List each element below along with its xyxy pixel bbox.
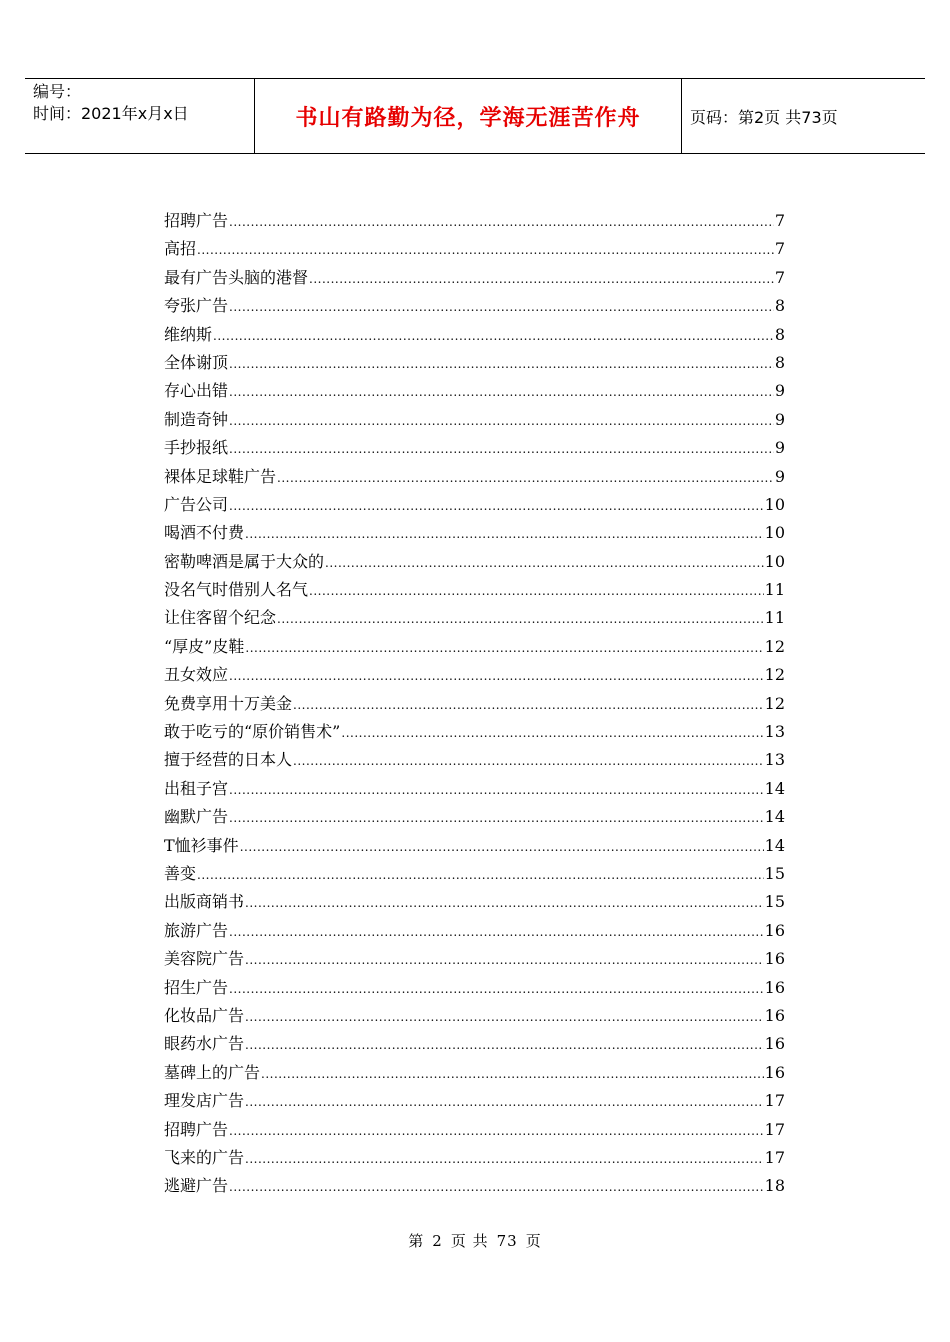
toc-entry-title: 喝酒不付费 (164, 523, 245, 543)
toc-entry-title: “厚皮”皮鞋 (164, 636, 245, 656)
toc-dot-leader (197, 236, 774, 264)
toc-entry[interactable] (164, 349, 785, 377)
toc-entry-title: 善变 (164, 863, 197, 883)
toc-entry-page: 12 (764, 665, 785, 685)
toc-entry[interactable] (164, 576, 785, 604)
toc-entry-title: 高招 (164, 239, 197, 259)
toc-entry-title: 让住客留个纪念 (164, 608, 277, 628)
toc-entry[interactable] (164, 235, 785, 263)
toc-entry-title: 招聘广告 (164, 211, 229, 230)
toc-entry-page: 16 (764, 920, 785, 940)
toc-entry-title: 出租子宫 (164, 778, 229, 798)
footer-total-pages: 73 (496, 1232, 518, 1250)
toc-entry[interactable] (164, 406, 785, 434)
toc-dot-leader (229, 378, 774, 406)
toc-dot-leader (245, 1145, 764, 1173)
toc-entry-title: 维纳斯 (164, 324, 213, 344)
toc-entry[interactable] (164, 207, 785, 235)
toc-entry[interactable] (164, 633, 785, 661)
toc-entry-page: 17 (764, 1091, 785, 1111)
toc-dot-leader (197, 861, 764, 889)
header-meta (33, 81, 255, 153)
toc-entry-title: 全体谢顶 (164, 352, 229, 372)
toc-entry-page: 16 (764, 977, 785, 997)
toc-dot-leader (277, 464, 774, 492)
toc-entry-title: 广告公司 (164, 494, 229, 514)
toc-entry-page: 8 (774, 324, 785, 344)
toc-dot-leader (229, 492, 764, 520)
toc-dot-leader (245, 946, 764, 974)
toc-entry-title: 飞来的广告 (164, 1147, 245, 1167)
toc-dot-leader (325, 549, 764, 577)
toc-entry-page: 16 (764, 1005, 785, 1025)
toc-dot-leader (261, 1060, 764, 1088)
toc-entry-page: 9 (774, 466, 785, 486)
toc-dot-leader (309, 577, 764, 605)
toc-entry-page: 14 (764, 807, 785, 827)
toc-dot-leader (229, 1117, 764, 1145)
toc-entry[interactable] (164, 548, 785, 576)
document-number-label: 编号： (33, 82, 82, 101)
toc-entry-page: 14 (764, 835, 785, 855)
toc-dot-leader (341, 719, 763, 747)
page-footer (0, 1230, 950, 1251)
toc-dot-leader (309, 265, 774, 293)
toc-entry-title: 免费享用十万美金 (164, 693, 293, 713)
toc-entry[interactable] (164, 434, 785, 462)
toc-entry[interactable] (164, 832, 785, 860)
toc-dot-leader (277, 605, 764, 633)
toc-entry-title: 墓碑上的广告 (164, 1062, 261, 1082)
toc-dot-leader (245, 1031, 764, 1059)
toc-dot-leader (229, 975, 764, 1003)
toc-entry-title: 存心出错 (164, 381, 229, 401)
toc-dot-leader (245, 889, 764, 917)
toc-entry-page: 13 (764, 722, 785, 742)
toc-entry-page: 17 (764, 1147, 785, 1167)
document-time-label: 时间：2021年x月x日 (33, 104, 189, 123)
toc-entry[interactable] (164, 1087, 785, 1115)
toc-entry[interactable] (164, 888, 785, 916)
toc-entry[interactable] (164, 519, 785, 547)
toc-entry-title: 美容院广告 (164, 949, 245, 969)
toc-entry-page: 17 (764, 1119, 785, 1139)
toc-entry[interactable] (164, 917, 785, 945)
footer-suffix: 页 (525, 1232, 542, 1250)
toc-entry[interactable] (164, 1172, 785, 1200)
toc-dot-leader (229, 662, 764, 690)
toc-entry-page: 15 (764, 892, 785, 912)
toc-entry[interactable] (164, 746, 785, 774)
toc-entry-title: 擅于经营的日本人 (164, 750, 293, 770)
toc-entry-page: 9 (774, 438, 785, 458)
toc-entry[interactable] (164, 1116, 785, 1144)
toc-dot-leader (293, 747, 764, 775)
toc-entry-page: 12 (764, 693, 785, 713)
toc-entry[interactable] (164, 945, 785, 973)
toc-entry-page: 7 (774, 267, 785, 287)
toc-dot-leader (229, 1173, 764, 1201)
toc-entry-title: 没名气时借别人名气 (164, 580, 309, 600)
toc-dot-leader (229, 350, 774, 378)
toc-entry[interactable] (164, 264, 785, 292)
toc-entry-title: 化妆品广告 (164, 1005, 245, 1025)
toc-entry-page: 16 (764, 1062, 785, 1082)
toc-entry[interactable] (164, 1002, 785, 1030)
toc-entry-page: 13 (764, 750, 785, 770)
toc-entry-title: 裸体足球鞋广告 (164, 466, 277, 486)
toc-entry-title: 招生广告 (164, 977, 229, 997)
toc-entry[interactable] (164, 860, 785, 888)
toc-entry[interactable] (164, 491, 785, 519)
toc-entry-page: 8 (774, 352, 785, 372)
toc-entry-title: 出版商销书 (164, 892, 245, 912)
toc-entry-page: 15 (764, 863, 785, 883)
toc-dot-leader (240, 833, 764, 861)
toc-entry-page: 7 (774, 211, 785, 230)
toc-entry[interactable] (164, 604, 785, 632)
toc-entry-title: 制造奇钟 (164, 409, 229, 429)
toc-entry-page: 16 (764, 949, 785, 969)
toc-entry-title: 旅游广告 (164, 920, 229, 940)
toc-entry-title: 密勒啤酒是属于大众的 (164, 551, 325, 571)
toc-entry[interactable] (164, 690, 785, 718)
toc-entry-page: 14 (764, 778, 785, 798)
toc-entry-title: 幽默广告 (164, 807, 229, 827)
toc-entry-title: 逃避广告 (164, 1176, 229, 1196)
toc-entry-title: 理发店广告 (164, 1091, 245, 1111)
toc-entry-page: 11 (764, 608, 785, 628)
toc-entry-page: 11 (764, 580, 785, 600)
toc-entry-title: T恤衫事件 (164, 835, 239, 855)
toc-entry-page: 7 (774, 239, 785, 259)
toc-dot-leader (245, 520, 764, 548)
toc-entry[interactable] (164, 1059, 785, 1087)
toc-entry[interactable] (164, 803, 785, 831)
toc-entry-page: 12 (764, 636, 785, 656)
toc-dot-leader (229, 776, 764, 804)
toc-entry[interactable] (164, 321, 785, 349)
toc-entry[interactable] (164, 463, 785, 491)
footer-current-page: 2 (432, 1232, 443, 1250)
toc-dot-leader (229, 804, 764, 832)
toc-entry[interactable] (164, 1030, 785, 1058)
toc-entry-title: 手抄报纸 (164, 438, 229, 458)
toc-entry-title: 丑女效应 (164, 665, 229, 685)
toc-entry-page: 10 (764, 551, 785, 571)
toc-entry[interactable] (164, 974, 785, 1002)
toc-dot-leader (229, 293, 774, 321)
toc-entry-page: 18 (764, 1176, 785, 1196)
toc-entry-title: 夸张广告 (164, 296, 229, 316)
footer-mid: 页 共 (450, 1232, 489, 1250)
toc-dot-leader (245, 1088, 764, 1116)
toc-dot-leader (229, 435, 774, 463)
toc-entry-page: 9 (774, 381, 785, 401)
toc-entry[interactable] (164, 661, 785, 689)
toc-entry-title: 最有广告头脑的港督 (164, 267, 309, 287)
table-of-contents (164, 207, 785, 1201)
toc-dot-leader (245, 634, 763, 662)
header-motto-cell (254, 79, 682, 153)
toc-dot-leader (229, 918, 764, 946)
toc-dot-leader (229, 407, 774, 435)
toc-dot-leader (245, 1003, 764, 1031)
footer-prefix: 第 (408, 1232, 425, 1250)
toc-dot-leader (293, 691, 764, 719)
toc-entry-page: 16 (764, 1034, 785, 1054)
page-header (25, 78, 925, 154)
toc-dot-leader (213, 322, 774, 350)
toc-entry-page: 8 (774, 296, 785, 316)
header-motto: 书山有路勤为径，学海无涯苦作舟 (295, 105, 641, 131)
toc-entry-title: 敢于吃亏的“原价销售术” (164, 722, 341, 742)
header-page-info: 页码：第2页 共73页 (690, 107, 838, 127)
toc-dot-leader (229, 208, 774, 236)
toc-entry-title: 招聘广告 (164, 1119, 229, 1139)
toc-entry[interactable] (164, 718, 785, 746)
toc-entry[interactable] (164, 775, 785, 803)
toc-entry[interactable] (164, 292, 785, 320)
toc-entry-title: 眼药水广告 (164, 1034, 245, 1054)
toc-entry-page: 10 (764, 523, 785, 543)
toc-entry-page: 9 (774, 409, 785, 429)
toc-entry[interactable] (164, 377, 785, 405)
toc-entry-page: 10 (764, 494, 785, 514)
toc-entry[interactable] (164, 1144, 785, 1172)
